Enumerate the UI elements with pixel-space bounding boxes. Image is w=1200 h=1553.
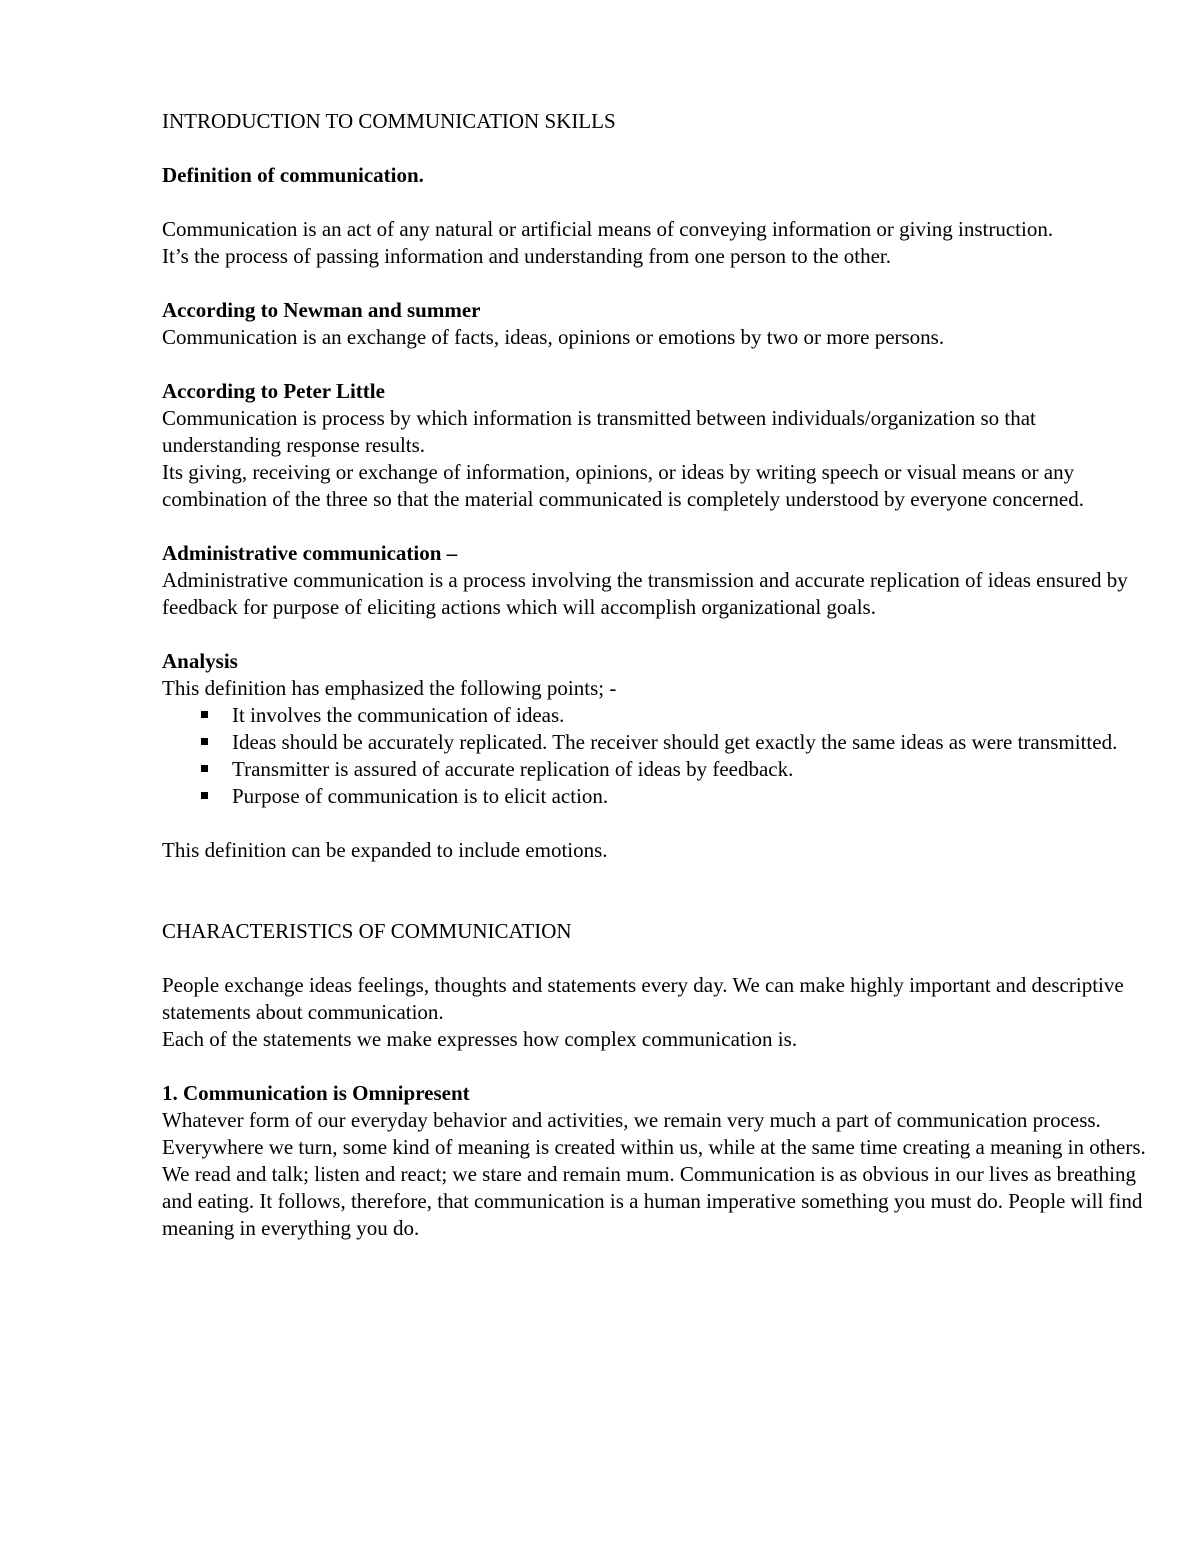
list-item	[232, 783, 1152, 810]
newman-heading: According to Newman and summer	[162, 298, 481, 322]
square-bullet-icon	[201, 765, 208, 772]
characteristics-paragraph: People exchange ideas feelings, thoughts and statements every day. We can make highly important and descriptive statements about communication.	[162, 973, 1124, 1024]
spacer	[162, 513, 1152, 540]
square-bullet-icon	[201, 711, 208, 718]
little-heading: According to Peter Little	[162, 379, 385, 403]
characteristics-title: CHARACTERISTICS OF COMMUNICATION	[162, 919, 572, 943]
spacer	[162, 189, 1152, 216]
analysis-intro: This definition has emphasized the following points; -	[162, 676, 617, 700]
definition-paragraph: It’s the process of passing information and understanding from one person to the other.	[162, 244, 892, 268]
admin-paragraph: Administrative communication is a process involving the transmission and accurate replication of ideas ensured by feedback for purpose of eliciting actions which will accomplish organizational goals.	[162, 568, 1128, 619]
list-item-text: It involves the communication of ideas.	[232, 703, 565, 727]
list-item-text: Purpose of communication is to elicit action.	[232, 784, 609, 808]
list-item	[232, 756, 1152, 783]
definition-heading: Definition of communication.	[162, 163, 424, 187]
spacer	[162, 270, 1152, 297]
analysis-closing: This definition can be expanded to include emotions.	[162, 838, 608, 862]
square-bullet-icon	[201, 792, 208, 799]
spacer	[162, 810, 1152, 837]
document-page	[162, 108, 1152, 1242]
little-paragraph: Its giving, receiving or exchange of information, opinions, or ideas by writing speech or visual means or any combination of the three so that the material communicated is completely understood by everyone concerned.	[162, 460, 1084, 511]
admin-heading: Administrative communication –	[162, 541, 458, 565]
list-item-text: Ideas should be accurately replicated. The receiver should get exactly the same ideas as were transmitted.	[232, 730, 1118, 754]
definition-paragraph: Communication is an act of any natural or artificial means of conveying information or giving instruction.	[162, 217, 1054, 241]
analysis-list	[162, 702, 1152, 810]
list-item	[232, 702, 1152, 729]
list-item	[232, 729, 1152, 756]
spacer	[162, 864, 1152, 918]
omnipresent-heading: 1. Communication is Omnipresent	[162, 1081, 470, 1105]
list-item-text: Transmitter is assured of accurate replication of ideas by feedback.	[232, 757, 794, 781]
analysis-heading: Analysis	[162, 649, 238, 673]
characteristics-paragraph: Each of the statements we make expresses how complex communication is.	[162, 1027, 798, 1051]
omnipresent-paragraph: Whatever form of our everyday behavior and activities, we remain very much a part of communication process. Everywhere we turn, some kind of meaning is created within us, while at the same time creating a meaning in others. We read and talk; listen and react; we stare and remain mum. Communication is as obvious in our lives as breathing and eating. It follows, therefore, that communication is a human imperative something you must do. People will find meaning in everything you do.	[162, 1108, 1146, 1240]
spacer	[162, 945, 1152, 972]
document-title: INTRODUCTION TO COMMUNICATION SKILLS	[162, 109, 616, 133]
spacer	[162, 1053, 1152, 1080]
little-paragraph: Communication is process by which information is transmitted between individuals/organization so that understanding response results.	[162, 406, 1036, 457]
spacer	[162, 621, 1152, 648]
spacer	[162, 351, 1152, 378]
newman-paragraph: Communication is an exchange of facts, ideas, opinions or emotions by two or more persons.	[162, 325, 945, 349]
square-bullet-icon	[201, 738, 208, 745]
